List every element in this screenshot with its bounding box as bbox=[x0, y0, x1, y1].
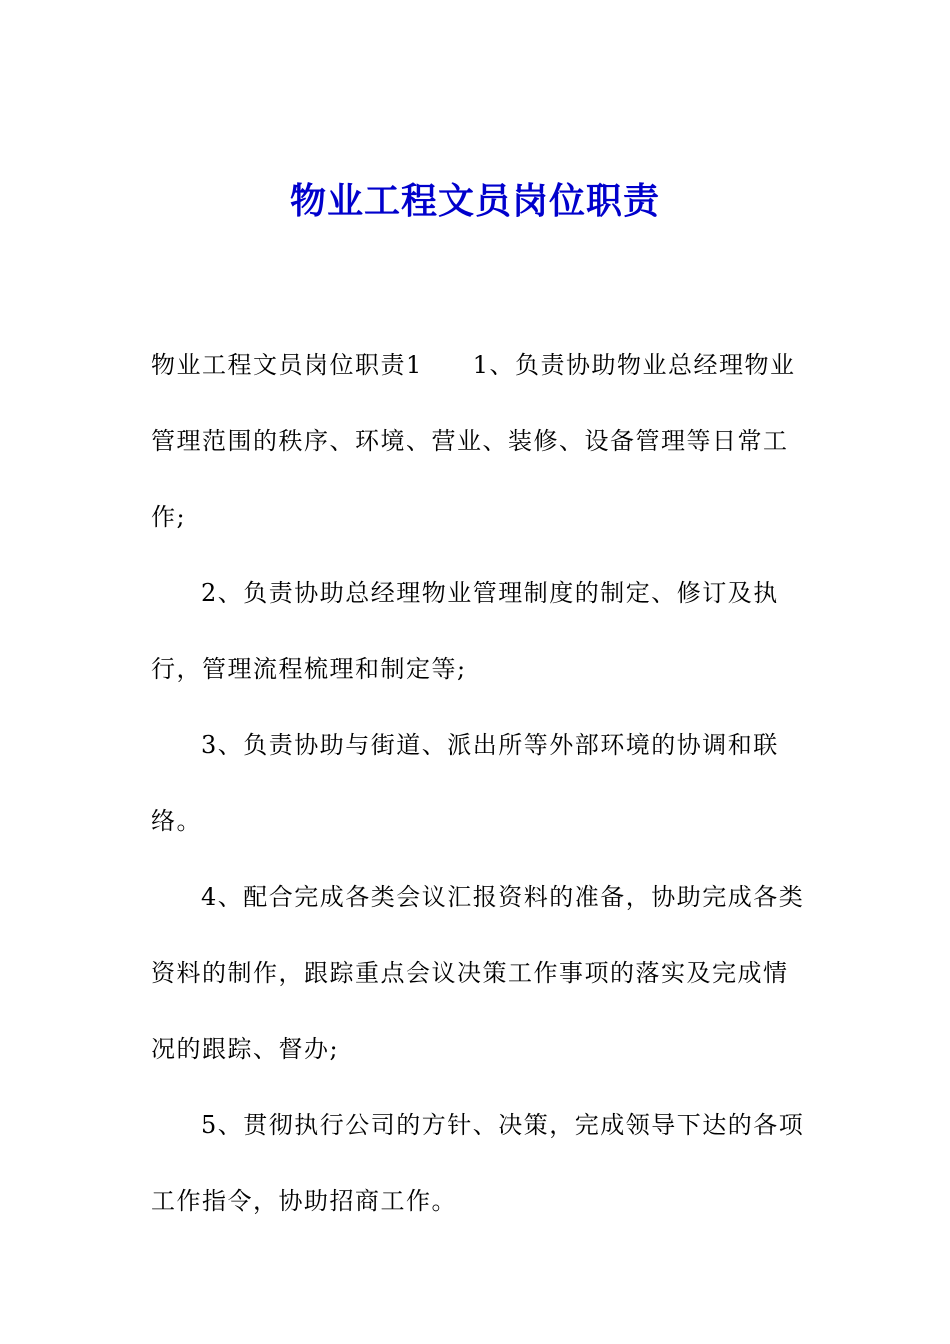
paragraph-1-text: 1、负责协助物业总经理物业管理范围的秩序、环境、营业、装修、设备管理等日常工作; bbox=[151, 351, 796, 531]
paragraph-3: 3、负责协助与街道、派出所等外部环境的协调和联络。 bbox=[151, 731, 779, 835]
inline-heading: 物业工程文员岗位职责1 bbox=[151, 351, 423, 379]
paragraph-4: 4、配合完成各类会议汇报资料的准备，协助完成各类资料的制作，跟踪重点会议决策工作事项的落实及完成情况的跟踪、督办; bbox=[151, 883, 805, 1063]
paragraph-2: 2、负责协助总经理物业管理制度的制定、修订及执行，管理流程梳理和制定等; bbox=[151, 579, 779, 683]
document-body bbox=[151, 327, 811, 1239]
paragraph-5: 5、贯彻执行公司的方针、决策，完成领导下达的各项工作指令，协助招商工作。 bbox=[151, 1111, 805, 1215]
paragraph-1 bbox=[151, 327, 811, 555]
document-title: 物业工程文员岗位职责 bbox=[289, 180, 660, 222]
